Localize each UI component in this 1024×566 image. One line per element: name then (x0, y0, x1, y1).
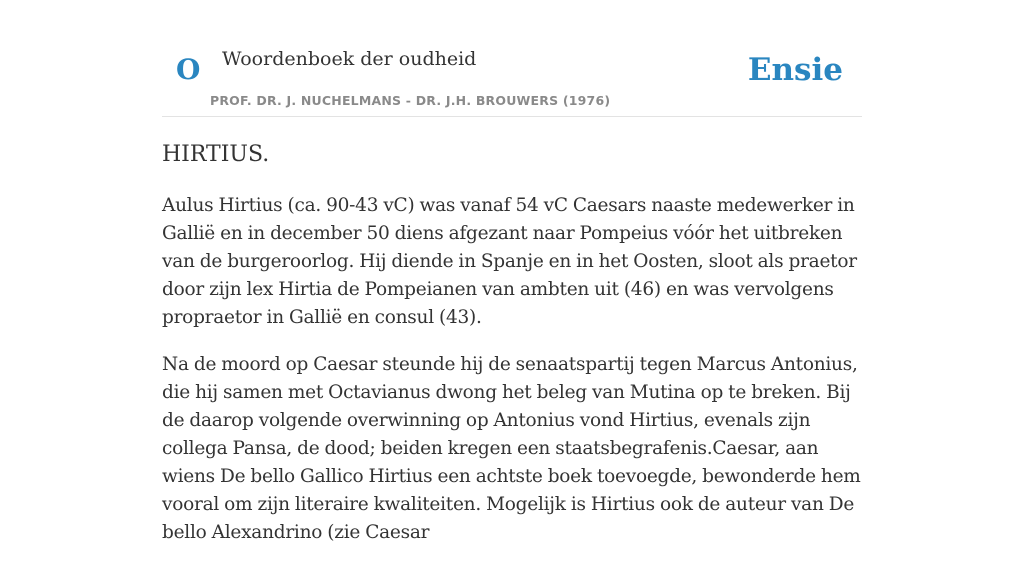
book-authors: PROF. DR. J. NUCHELMANS - DR. J.H. BROUWERS (1976) (210, 93, 611, 108)
book-title[interactable]: Woordenboek der oudheid (222, 48, 477, 70)
entry-body (162, 192, 862, 566)
entry-title: HIRTIUS. (162, 142, 270, 167)
ensie-logo-link[interactable]: Ensie (747, 52, 843, 88)
entry-paragraph: Aulus Hirtius (ca. 90-43 vC) was vanaf 54 vC Caesars naaste medewerker in Gallië en in december 50 diens afgezant naar Pompeius vóór het uitbreken van de burgeroorlog. Hij diende in Spanje en in het Oosten, sloot als praetor door zijn lex Hirtia de Pompeianen van ambten uit (46) en was vervolgens propraetor in Gallië en consul (43). (162, 195, 857, 328)
section-letter[interactable]: O (176, 53, 201, 86)
entry-paragraph: Na de moord op Caesar steunde hij de senaatspartij tegen Marcus Antonius, die hij samen met Octavianus dwong het beleg van Mutina op te breken. Bij de daarop volgende overwinning op Antonius vond Hirtius, evenals zijn collega Pansa, de dood; beiden kregen een staatsbegrafenis.Caesar, aan wiens De bello Gallico Hirtius een achtste boek toevoegde, bewonderde hem vooral om zijn literaire kwaliteiten. Mogelijk is Hirtius ook de auteur van De bello Alexandrino (zie Caesar (162, 354, 861, 543)
header (162, 0, 862, 117)
